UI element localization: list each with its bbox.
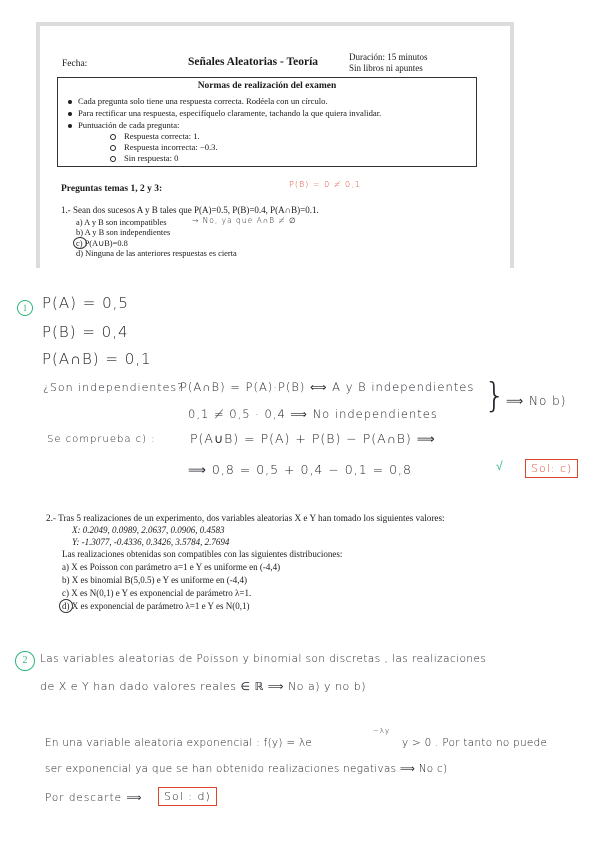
- scoring-3: Sin respuesta: 0: [110, 153, 178, 164]
- q2-intro: Las realizaciones obtenidas son compatibles con las siguientes distribuciones:: [62, 549, 343, 559]
- work1-line-3: P(A∩B) = 0,1: [42, 350, 152, 368]
- work1-check: 0,1 ≠ 0,5 · 0,4 ⟹ No independientes: [188, 407, 438, 421]
- duration: Duración: 15 minutos: [349, 52, 428, 62]
- work2-line-1: Las variables aleatorias de Poisson y binomial son discretas , las realizaciones: [40, 653, 487, 665]
- q2-option-b: b) X es binomial B(5,0.5) e Y es uniforme en (-4,4): [62, 575, 248, 585]
- q1-stem: 1.- Sean dos sucesos A y B tales que P(A)=0.5, P(B)=0.4, P(A∩B)=0.1.: [61, 205, 319, 215]
- q2-option-c: c) X es N(0,1) e Y es exponencial de parámetro λ=1.: [62, 588, 252, 598]
- scoring-2: Respuesta incorrecta: −0.3.: [110, 142, 218, 153]
- rule-1: Cada pregunta solo tiene una respuesta correcta. Rodéela con un círculo.: [68, 96, 328, 107]
- topics-heading: Preguntas temas 1, 2 y 3:: [61, 184, 163, 194]
- q1-option-a: a) A y B son incompatibles: [76, 218, 167, 227]
- work1-calc: ⟹ 0,8 = 0,5 + 0,4 − 0,1 = 0,8: [188, 462, 412, 477]
- date-label: Fecha:: [62, 59, 88, 69]
- answer-circle-d: [59, 599, 73, 613]
- work2-exponent: −λy: [373, 727, 391, 735]
- note-top: P(B) = 0 ≠ 0,1: [289, 180, 361, 189]
- q2-option-d: d) X es exponencial de parámetro λ=1 e Y es N(0,1): [62, 601, 250, 611]
- answer-circle-c: [73, 237, 87, 249]
- q2-option-a: a) X es Poisson con parámetro a=1 e Y es uniforme en (-4,4): [62, 562, 281, 572]
- circle-bullet-icon: [110, 156, 116, 162]
- bullet-icon: [68, 112, 72, 116]
- brace-icon: }: [484, 376, 507, 416]
- work1-cond: P(A∩B) = P(A)·P(B) ⟺ A y B independientes: [180, 380, 475, 394]
- q1-option-c: c) P(A∪B)=0.8: [76, 239, 128, 248]
- rule-2: Para rectificar una respuesta, especifíquelo claramente, tachando la que quiera invalidar.: [68, 108, 381, 119]
- work1-conclusion: ⟹ No b): [506, 394, 567, 408]
- scoring-1: Respuesta correcta: 1.: [110, 131, 200, 142]
- q1-option-d: d) Ninguna de las anteriores respuestas es cierta: [76, 249, 237, 258]
- question-number-1: 1: [17, 300, 33, 316]
- circle-bullet-icon: [110, 145, 116, 151]
- work1-line-2: P(B) = 0,4: [42, 323, 129, 341]
- q2-x-values: X: 0.2049, 0.0989, 2.0637, 0.0906, 0.4583: [72, 525, 225, 535]
- q2-stem: 2.- Tras 5 realizaciones de un experimento, dos variables aleatorias X e Y han tomado los siguientes valores:: [46, 513, 445, 523]
- exam-title: Señales Aleatorias - Teoría: [188, 56, 319, 68]
- solution-box-1: Sol: c): [525, 459, 578, 478]
- note-a: → No, ya que A∩B ≠ ∅: [192, 216, 297, 225]
- work2-line-2: de X e Y han dado valores reales ∈ ℝ ⟹ No a) y no b): [40, 680, 367, 693]
- check-tick-icon: √: [496, 459, 504, 473]
- solution-box-2: Sol : d): [158, 787, 217, 806]
- bullet-icon: [68, 124, 72, 128]
- work1-question: ¿Son independientes?: [43, 381, 185, 394]
- rules-title: Normas de realización del examen: [197, 81, 337, 91]
- q1-option-b: b) A y B son independientes: [76, 228, 171, 237]
- work2-line-4: ser exponencial ya que se han obtenido realizaciones negativas ⟹ No c): [45, 763, 448, 775]
- work2-line-5: Por descarte ⟹: [45, 792, 143, 804]
- work1-union: P(A∪B) = P(A) + P(B) − P(A∩B) ⟹: [190, 431, 436, 446]
- circle-bullet-icon: [110, 134, 116, 140]
- no-books: Sin libros ni apuntes: [349, 63, 423, 73]
- rule-3: Puntuación de cada pregunta:: [68, 120, 179, 131]
- bullet-icon: [68, 100, 72, 104]
- work2-line-3b: y > 0 . Por tanto no puede: [402, 737, 548, 749]
- question-number-2: 2: [15, 651, 35, 671]
- work1-line-1: P(A) = 0,5: [42, 294, 129, 312]
- work2-line-3: En una variable aleatoria exponencial : f(y) = λe: [45, 737, 313, 749]
- q2-y-values: Y: -1.3077, -0.4336, 0.3426, 3.5784, 2.7694: [72, 537, 230, 547]
- work1-se-comprueba: Se comprueba c) :: [47, 434, 156, 445]
